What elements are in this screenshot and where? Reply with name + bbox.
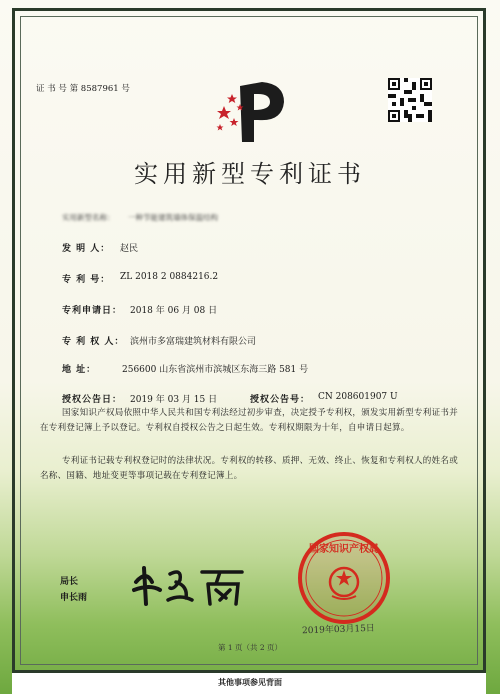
grant-date-label: 授权公告日： — [62, 395, 123, 405]
address-value: 256600 山东省滨州市滨城区东海三路 581 号 — [122, 365, 309, 375]
grant-number-value: CN 208601907 U — [318, 392, 398, 402]
cnipa-logo-icon — [210, 78, 290, 144]
patent-number-value: ZL 2018 2 0884216.2 — [120, 272, 219, 282]
seal-date: 2019年03月15日 — [301, 623, 376, 637]
svg-text:国家知识产权局: 国家知识产权局 — [309, 544, 379, 555]
name-label: 实用新型名称： — [62, 213, 115, 222]
page-number: 第 1 页（共 2 页） — [217, 643, 283, 652]
official-seal-icon — [296, 530, 392, 626]
inventor-label: 发 明 人： — [62, 244, 111, 254]
filing-date-value: 2018 年 06 月 08 日 — [130, 306, 218, 316]
patent-number-label: 专 利 号： — [62, 275, 111, 285]
bottom-note: 其他事项参见背面 — [218, 677, 282, 687]
page-title: 实用新型专利证书 — [134, 160, 366, 188]
name-value: 一种节能建筑墙体保温结构 — [128, 213, 218, 222]
address-label: 地 址： — [62, 365, 97, 375]
grant-date-value: 2019 年 03 月 15 日 — [130, 395, 218, 405]
patentee-label: 专 利 权 人： — [62, 337, 125, 347]
director-name-label: 申长雨 — [60, 593, 88, 603]
handwritten-signature-icon — [130, 560, 250, 608]
qr-code — [388, 78, 432, 122]
filing-date-label: 专利申请日： — [62, 306, 123, 316]
body-paragraph-1: 国家知识产权局依照中华人民共和国专利法经过初步审查，决定授予专利权，颁发实用新型专利证书并在专利登记簿上予以登记。专利权自授权公告之日起生效。专利权期限为十年，自申请日起算。 — [40, 408, 459, 433]
patentee-value: 滨州市多富瑞建筑材料有限公司 — [130, 337, 257, 347]
inventor-value: 赵民 — [120, 244, 139, 254]
grant-number-label: 授权公告号： — [250, 395, 311, 405]
body-paragraph-2: 专利证书记载专利权登记时的法律状况。专利权的转移、质押、无效、终止、恢复和专利权人的姓名或名称、国籍、地址变更等事项记载在专利登记簿上。 — [40, 456, 459, 481]
certificate-number: 证 书 号 第 8587961 号 — [36, 84, 130, 94]
director-title: 局长 — [60, 577, 79, 587]
